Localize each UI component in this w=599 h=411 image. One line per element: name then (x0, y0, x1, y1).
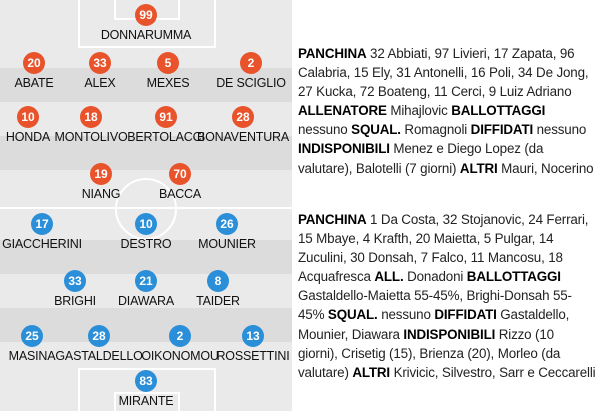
player-number: 19 (90, 163, 112, 185)
note-text: Krivicic, Silvestro, Sarr e Ceccarelli (390, 364, 596, 380)
player-name: TAIDER (196, 294, 240, 308)
note-keyword: BALLOTTAGGI (451, 103, 546, 119)
player-number: 18 (80, 106, 102, 128)
player-number: 26 (216, 213, 238, 235)
player-marker (120, 163, 240, 201)
player-number: 70 (169, 163, 191, 185)
note-text: Gastaldello-Maietta 55-45%, Brighi-Donsah 55-45% (298, 288, 572, 323)
note-keyword: BALLOTTAGGI (466, 269, 561, 285)
player-marker (158, 270, 278, 308)
player-name: DE SCIGLIO (216, 76, 286, 90)
player-number: 10 (135, 213, 157, 235)
player-name: OIKONOMOU (141, 349, 219, 363)
player-marker (86, 370, 206, 408)
player-name: GASTALDELLO (55, 349, 143, 363)
player-name: BERTOLACCI (127, 130, 205, 144)
note-keyword: PANCHINA (298, 212, 367, 227)
player-number: 83 (135, 370, 157, 392)
note-keyword: INDISPONIBILI (403, 326, 496, 342)
player-number: 99 (135, 4, 157, 26)
player-name: MOUNIER (198, 237, 256, 251)
player-name: DONNARUMMA (100, 28, 192, 42)
player-name: MASINA (8, 349, 56, 363)
player-number: 20 (23, 52, 45, 74)
team-notes (298, 44, 596, 380)
player-number: 2 (169, 325, 191, 347)
note-text: Rizzo (10 giorni), Crisetig (15), Brienza (20), Morleo (da valutare) (298, 326, 561, 380)
note-keyword: ALTRI (352, 364, 391, 380)
player-number: 17 (31, 213, 53, 235)
note-keyword: ALTRI (459, 160, 498, 176)
note-keyword: INDISPONIBILI (298, 141, 390, 157)
player-marker (183, 106, 303, 144)
player-marker (191, 52, 311, 90)
player-number: 25 (21, 325, 43, 347)
player-number: 28 (88, 325, 110, 347)
player-marker (193, 325, 313, 363)
player-marker (167, 213, 287, 251)
note-text: Gastaldello, Mounier, Diawara (298, 307, 570, 342)
player-number: 2 (240, 52, 262, 74)
note-text: nessuno (533, 122, 587, 138)
note-keyword: SQUAL. (351, 122, 401, 138)
player-name: BRIGHI (54, 294, 96, 308)
player-name: ROSSETTINI (216, 349, 290, 363)
player-number: 8 (207, 270, 229, 292)
note-text: 32 Abbiati, 97 Livieri, 17 Zapata, 96 Calabria, 15 Ely, 31 Antonelli, 16 Poli, 34 De Jong, 27 Kucka, 72 Boateng, 11 Cerci, 9 Luiz Adriano (298, 46, 589, 100)
player-name: HONDA (5, 130, 51, 144)
note-keyword: PANCHINA (298, 46, 367, 61)
player-name: ALEX (84, 76, 116, 90)
player-name: DESTRO (120, 237, 172, 251)
player-number: 21 (135, 270, 157, 292)
player-name: ABATE (14, 76, 54, 90)
note-text: nessuno (377, 307, 435, 323)
player-marker (86, 4, 206, 42)
note-text: Mihajlovic (386, 103, 452, 119)
note-text: Donadoni (403, 269, 467, 285)
player-name: NIANG (81, 187, 121, 201)
note-text: nessuno (298, 122, 352, 138)
player-number: 13 (242, 325, 264, 347)
note-keyword: DIFFIDATI (434, 307, 497, 323)
player-name: BACCA (158, 187, 202, 201)
note-keyword: ALLENATORE (298, 103, 387, 119)
note-text: Romagnoli (400, 122, 471, 138)
note-keyword: SQUAL. (327, 307, 378, 323)
player-number: 91 (155, 106, 177, 128)
player-name: BONAVENTURA (196, 130, 290, 144)
player-name: GIACCHERINI (2, 237, 82, 251)
player-number: 28 (232, 106, 254, 128)
player-number: 10 (17, 106, 39, 128)
player-name: MONTOLIVO (54, 130, 128, 144)
player-name: MEXES (146, 76, 190, 90)
note-keyword: ALL. (374, 269, 404, 285)
player-number: 5 (157, 52, 179, 74)
note-text: Menez e Diego Lopez (da valutare), Balotelli (7 giorni) (298, 141, 544, 176)
note-text: 1 Da Costa, 32 Stojanovic, 24 Ferrari, 15 Mbaye, 4 Krafth, 20 Maietta, 5 Pulgar, 14 Zuculini, 30 Donsah, 7 Falco, 11 Mancosu, 18 Acquafresca (298, 212, 589, 285)
player-name: DIAWARA (117, 294, 174, 308)
player-number: 33 (64, 270, 86, 292)
note-keyword: DIFFIDATI (470, 122, 534, 138)
bottom-team-notes (298, 210, 596, 382)
player-name: MIRANTE (118, 394, 174, 408)
top-team-notes (298, 44, 596, 178)
player-number: 33 (89, 52, 111, 74)
note-text: Mauri, Nocerino (497, 160, 594, 176)
